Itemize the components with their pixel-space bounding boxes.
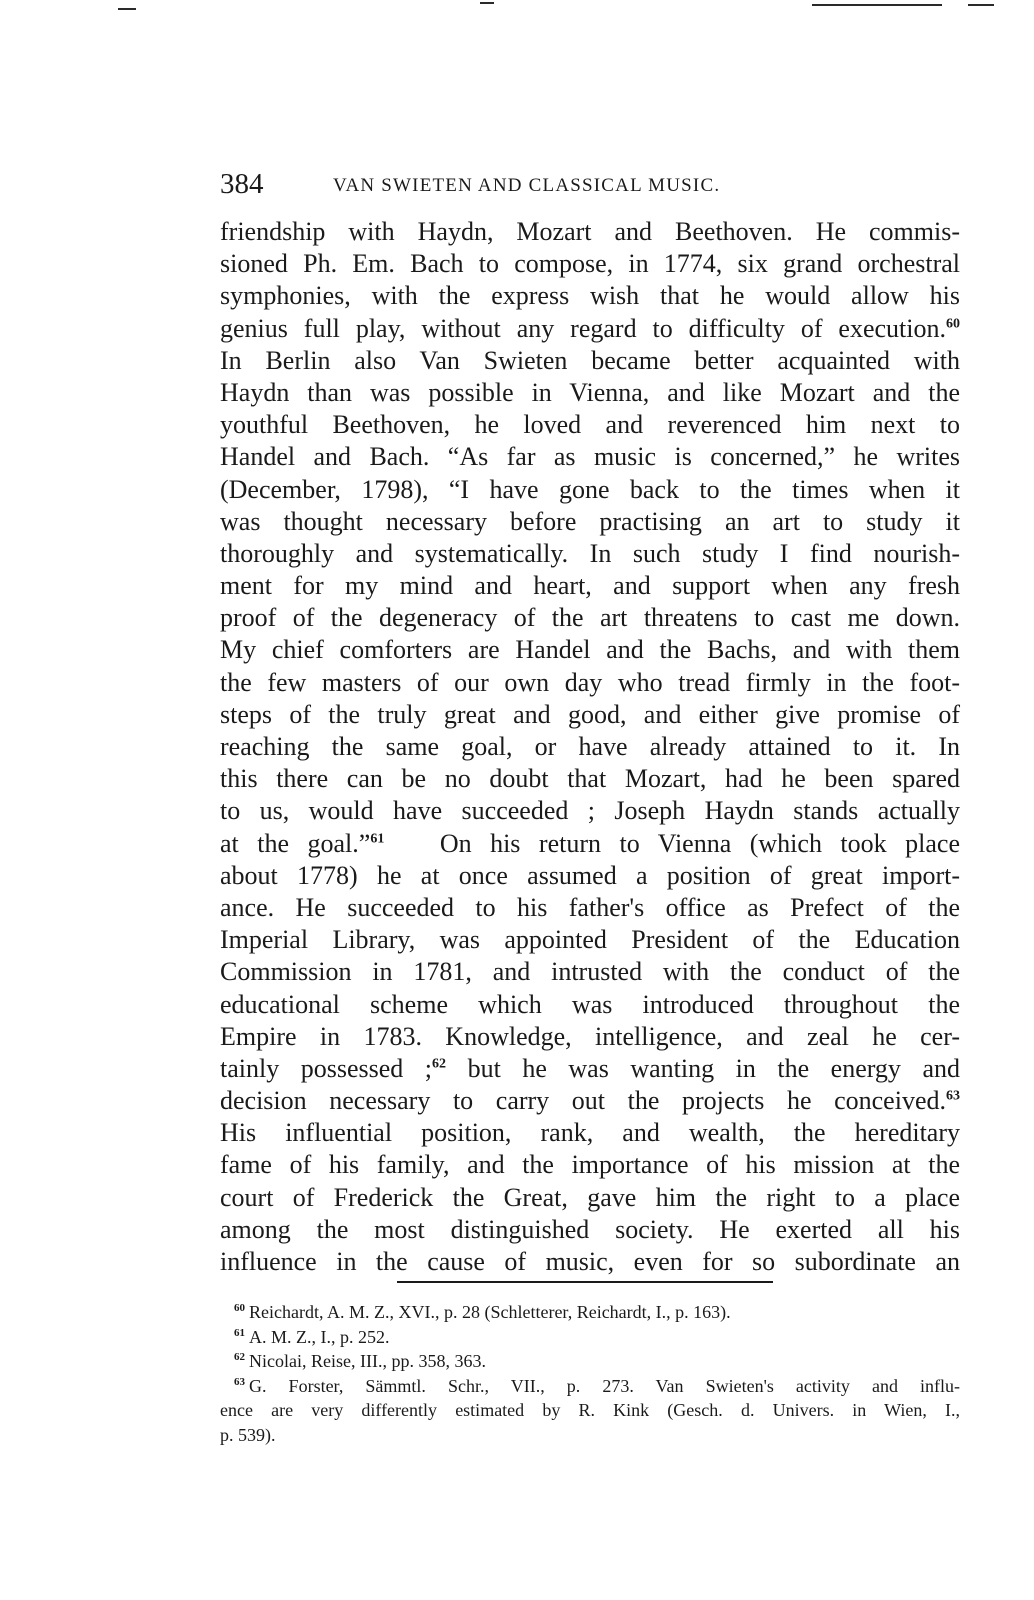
text-line: influence in the cause of music, even for so subordinate an: [220, 1247, 960, 1276]
footnote-ref-63[interactable]: 63: [946, 1088, 960, 1104]
text-segment: but he was wanting in the energy and: [446, 1053, 960, 1083]
footnote-number: 63: [234, 1375, 245, 1388]
text-line: Imperial Library, was appointed President of the Education: [220, 925, 960, 955]
text-line: sioned Ph. Em. Bach to compose, in 1774, six grand orchestral: [220, 249, 960, 279]
text-line: Handel and Bach. “As far as music is concerned,” he writes: [220, 442, 960, 472]
text-line: this there can be no doubt that Mozart, had he been spared: [220, 764, 960, 794]
text-line: about 1778) he at once assumed a position of great import-: [220, 860, 960, 890]
text-line: (December, 1798), “I have gone back to the times when it: [220, 474, 960, 504]
text-segment: tainly possessed ;: [220, 1053, 433, 1083]
text-line: [220, 313, 960, 345]
footnote-continuation: p. 539).: [220, 1424, 276, 1445]
footnote-text: A. M. Z., I., p. 252.: [249, 1326, 390, 1347]
footnote-text: Nicolai, Reise, III., pp. 358, 363.: [249, 1351, 486, 1371]
page-header: [220, 168, 960, 200]
body-text: [220, 216, 960, 1278]
footnote-ref-60[interactable]: 60: [946, 315, 960, 331]
text-line: the few masters of our own day who tread firmly in the foot-: [220, 667, 960, 697]
text-line: [220, 828, 960, 860]
footnote-61: [220, 1325, 960, 1350]
text-line: His influential position, rank, and wealth, the hereditary: [220, 1118, 960, 1148]
text-line: thoroughly and systematically. In such study I find nourish-: [220, 538, 960, 568]
text-line: court of Frederick the Great, gave him the right to a place: [220, 1182, 960, 1212]
footnote-number: 61: [234, 1326, 245, 1339]
footnote-62: [220, 1349, 960, 1374]
text-line: symphonies, with the express wish that he would allow his: [220, 281, 960, 311]
text-line: was thought necessary before practising an art to study it: [220, 506, 960, 536]
text-segment: On his return to Vienna (which took place: [439, 828, 960, 858]
scan-artifact: [480, 2, 494, 4]
text-line: to us, would have succeeded ; Joseph Haydn stands actually: [220, 796, 960, 826]
text-line: fame of his family, and the importance of his mission at the: [220, 1150, 960, 1180]
text-line: In Berlin also Van Swieten became better acquainted with: [220, 345, 960, 375]
text-line: friendship with Haydn, Mozart and Beethoven. He commis-: [220, 217, 960, 246]
text-line: proof of the degeneracy of the art threatens to cast me down.: [220, 603, 960, 633]
text-segment: at the goal.”: [220, 828, 371, 858]
text-line: Commission in 1781, and intrusted with the conduct of the: [220, 957, 960, 987]
text-line: Empire in 1783. Knowledge, intelligence, and zeal he cer-: [220, 1021, 960, 1051]
footnote-divider: [397, 1281, 773, 1283]
text-line: ment for my mind and heart, and support when any fresh: [220, 571, 960, 601]
footnote-number: 60: [234, 1302, 245, 1314]
text-line: steps of the truly great and good, and either give promise of: [220, 699, 960, 729]
footnote-ref-62[interactable]: 62: [432, 1056, 447, 1072]
text-line: Haydn than was possible in Vienna, and like Mozart and the: [220, 377, 960, 407]
text-line: ance. He succeeded to his father's office as Prefect of the: [220, 892, 960, 922]
footnote-ref-61[interactable]: 61: [370, 830, 385, 846]
text-line: My chief comforters are Handel and the Bachs, and with them: [220, 635, 960, 665]
scan-artifact: [118, 8, 136, 10]
footnote-continuation: ence are very differently estimated by R. Kink (Gesch. d. Univers. in Wien, I.,: [220, 1400, 960, 1420]
page-number: 384: [220, 168, 264, 200]
text-line: [220, 1053, 960, 1085]
footnotes: [220, 1300, 960, 1447]
footnote-text: G. Forster, Sämmtl. Schr., VII., p. 273. Van Swieten's activity and influ-: [249, 1375, 960, 1396]
running-head: VAN SWIETEN AND CLASSICAL MUSIC.: [333, 175, 721, 196]
text-line: among the most distinguished society. He exerted all his: [220, 1214, 960, 1244]
footnote-number: 62: [234, 1351, 245, 1363]
text-segment: genius full play, without any regard to difficulty of execution.: [220, 313, 946, 343]
footnote-60: [220, 1300, 960, 1325]
scan-artifact: [812, 4, 942, 6]
text-line: [220, 1085, 960, 1117]
text-line: reaching the same goal, or have already attained to it. In: [220, 732, 960, 761]
footnote-text: Reichardt, A. M. Z., XVI., p. 28 (Schletterer, Reichardt, I., p. 163).: [249, 1302, 731, 1322]
text-segment: decision necessary to carry out the projects he conceived.: [220, 1086, 946, 1116]
text-line: educational scheme which was introduced throughout the: [220, 989, 960, 1019]
footnote-63: [220, 1374, 960, 1399]
text-line: youthful Beethoven, he loved and reverenced him next to: [220, 410, 960, 440]
scan-artifact: [968, 4, 994, 6]
